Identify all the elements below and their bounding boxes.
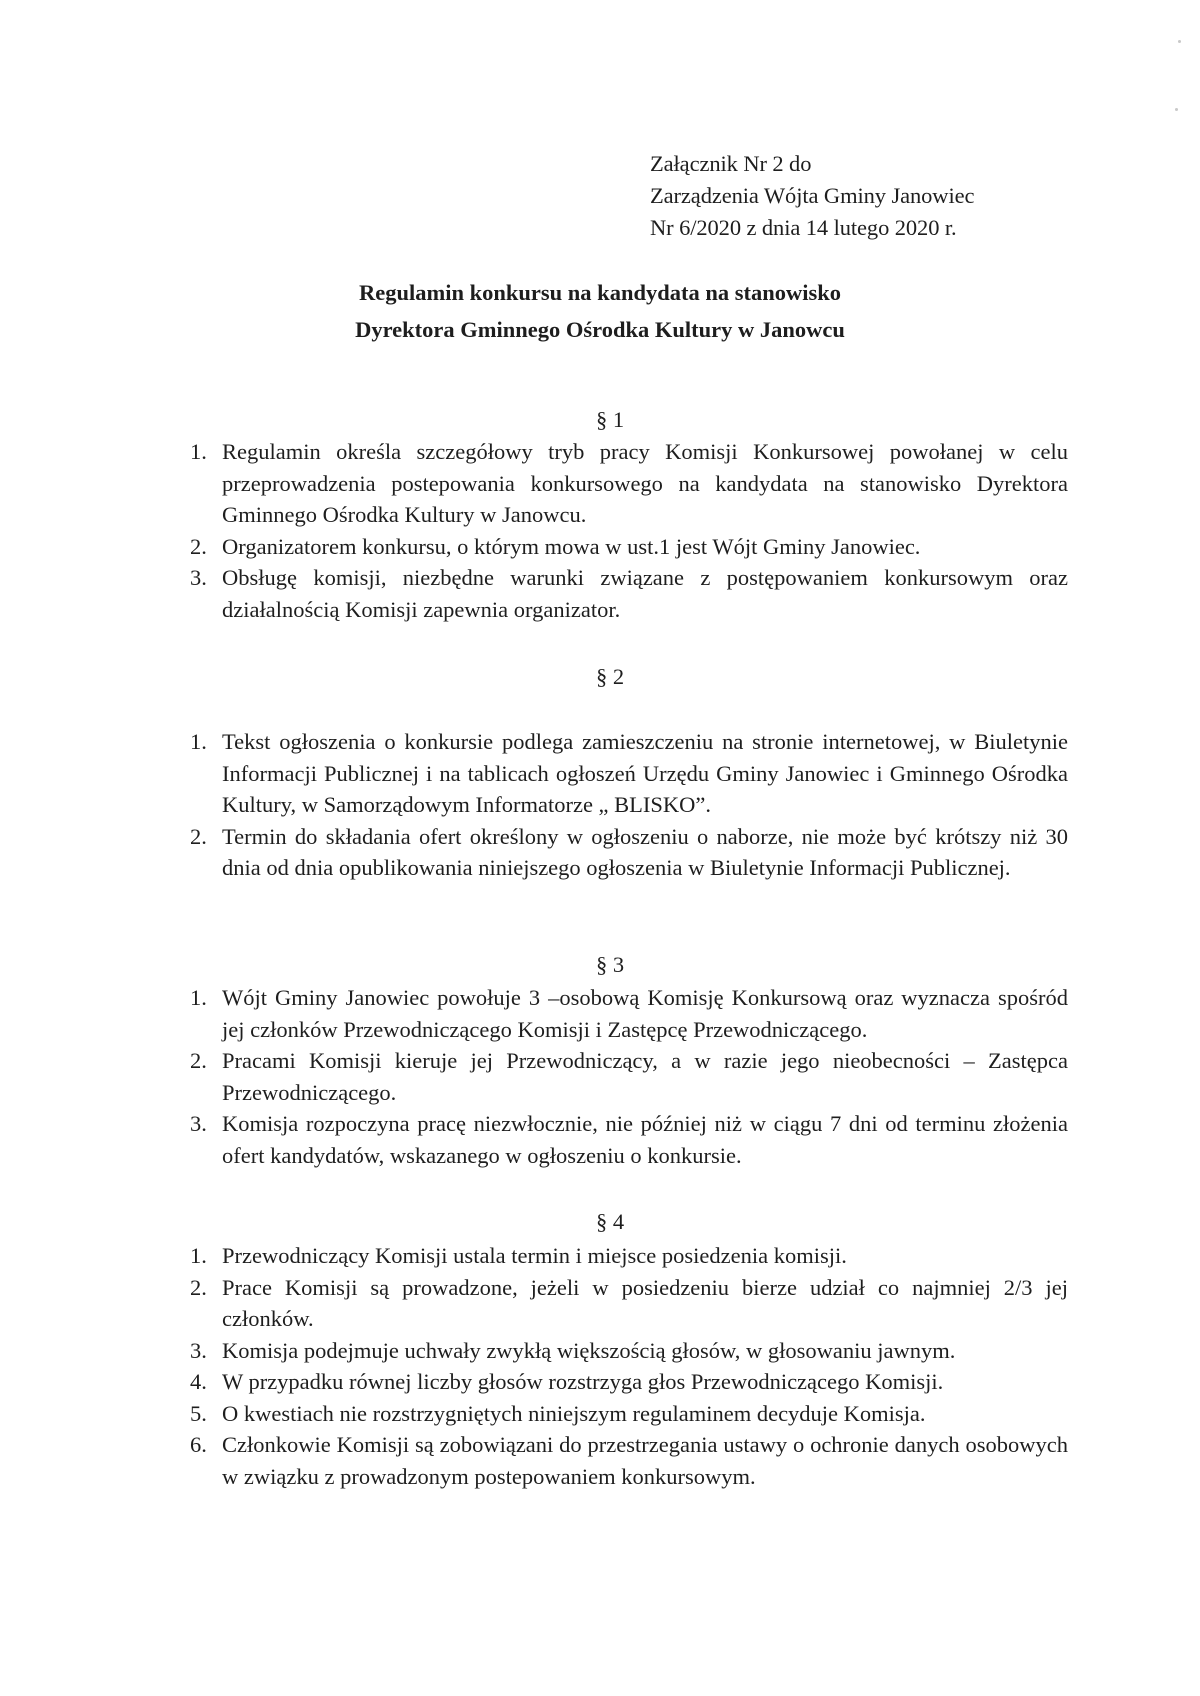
list-item (178, 982, 1068, 1045)
item-number: 3. (190, 1337, 207, 1363)
title-line: Regulamin konkursu na kandydata na stanowisko (358, 280, 842, 305)
item-text: Komisja podejmuje uchwały zwykłą większością głosów, w głosowaniu jawnym. (222, 1337, 956, 1363)
list-item (178, 1335, 1068, 1367)
item-number: 1. (190, 1243, 207, 1268)
list-item (178, 531, 1068, 563)
item-text: Tekst ogłoszenia o konkursie podlega zamieszczeniu na stronie internetowej, w Biuletynie Informacji Publicznej i na tablicach ogłoszeń Urzędu Gminy Janowiec i Gminnego Ośrodka Kultury, w Samorządowym Informatorze „ BLISKO”. (222, 729, 1068, 817)
item-text: Obsługę komisji, niezbędne warunki związane z postępowaniem konkursowym oraz działalnością Komisji zapewnia organizator. (222, 565, 1068, 622)
list-item (178, 1108, 1068, 1171)
item-number: 4. (190, 1369, 207, 1394)
item-number: 2. (190, 823, 207, 849)
section-4-list (178, 1240, 1068, 1492)
attachment-line: Nr 6/2020 z dnia 14 lutego 2020 r. (650, 215, 957, 240)
section-1-list (178, 436, 1068, 625)
attachment-note (650, 148, 974, 244)
item-text: Regulamin określa szczegółowy tryb pracy Komisji Konkursowej powołanej w celu przeprowadzenia postepowania konkursowego na kandydata na stanowisko Dyrektora Gminnego Ośrodka Kultury w Janowcu. (222, 439, 1068, 527)
list-item (178, 1429, 1068, 1492)
item-number: 2. (190, 1274, 207, 1300)
item-text: Prace Komisji są prowadzone, jeżeli w posiedzeniu bierze udział co najmniej 2/3 jej członków. (222, 1274, 1068, 1331)
document-title (0, 274, 1200, 348)
list-item (178, 1366, 1068, 1398)
item-text: Członkowie Komisji są zobowiązani do przestrzegania ustawy o ochronie danych osobowych w związku z prowadzonym postepowaniem konkursowym. (222, 1432, 1068, 1489)
item-text: Pracami Komisji kieruje jej Przewodniczący, a w razie jego nieobecności – Zastępca Przewodniczącego. (222, 1048, 1068, 1105)
list-item (178, 821, 1068, 884)
item-text: O kwestiach nie rozstrzygniętych niniejszym regulaminem decyduje Komisja. (222, 1400, 926, 1426)
list-item (178, 1045, 1068, 1108)
list-item (178, 1272, 1068, 1335)
list-item (178, 436, 1068, 531)
scan-speck (1175, 108, 1178, 111)
item-text: Przewodniczący Komisji ustala termin i miejsce posiedzenia komisji. (222, 1243, 847, 1268)
section-2-list (178, 726, 1068, 884)
item-number: 3. (190, 565, 207, 590)
item-number: 3. (190, 1111, 207, 1136)
item-number: 1. (190, 439, 207, 464)
list-item (178, 726, 1068, 821)
item-number: 2. (190, 1048, 207, 1073)
item-text: Termin do składania ofert określony w ogłoszeniu o naborze, nie może być krótszy niż 30 dnia od dnia opublikowania niniejszego ogłoszenia w Biuletynie Informacji Publicznej. (222, 823, 1068, 880)
section-mark-1: § 1 (595, 407, 625, 432)
section-3-list (178, 982, 1068, 1171)
section-mark-2: § 2 (595, 664, 625, 689)
item-number: 1. (190, 729, 207, 754)
item-text: Komisja rozpoczyna pracę niezwłocznie, nie później niż w ciągu 7 dni od terminu złożenia ofert kandydatów, wskazanego w ogłoszeniu o konkursie. (222, 1111, 1068, 1168)
attachment-line: Zarządzenia Wójta Gminy Janowiec (650, 183, 975, 208)
item-number: 1. (190, 985, 207, 1010)
list-item (178, 562, 1068, 625)
section-mark-3: § 3 (595, 952, 625, 977)
item-number: 6. (190, 1432, 207, 1457)
scan-speck (1178, 40, 1181, 43)
attachment-line: Załącznik Nr 2 do (650, 151, 812, 176)
list-item (178, 1240, 1068, 1272)
list-item (178, 1398, 1068, 1430)
item-number: 5. (190, 1400, 207, 1426)
item-text: W przypadku równej liczby głosów rozstrzyga głos Przewodniczącego Komisji. (222, 1369, 944, 1394)
section-mark-4: § 4 (595, 1209, 625, 1234)
item-text: Wójt Gminy Janowiec powołuje 3 –osobową Komisję Konkursową oraz wyznacza spośród jej członków Przewodniczącego Komisji i Zastępcę Przewodniczącego. (222, 985, 1068, 1042)
item-number: 2. (190, 533, 207, 559)
title-line: Dyrektora Gminnego Ośrodka Kultury w Janowcu (355, 317, 845, 342)
item-text: Organizatorem konkursu, o którym mowa w ust.1 jest Wójt Gminy Janowiec. (222, 533, 921, 559)
